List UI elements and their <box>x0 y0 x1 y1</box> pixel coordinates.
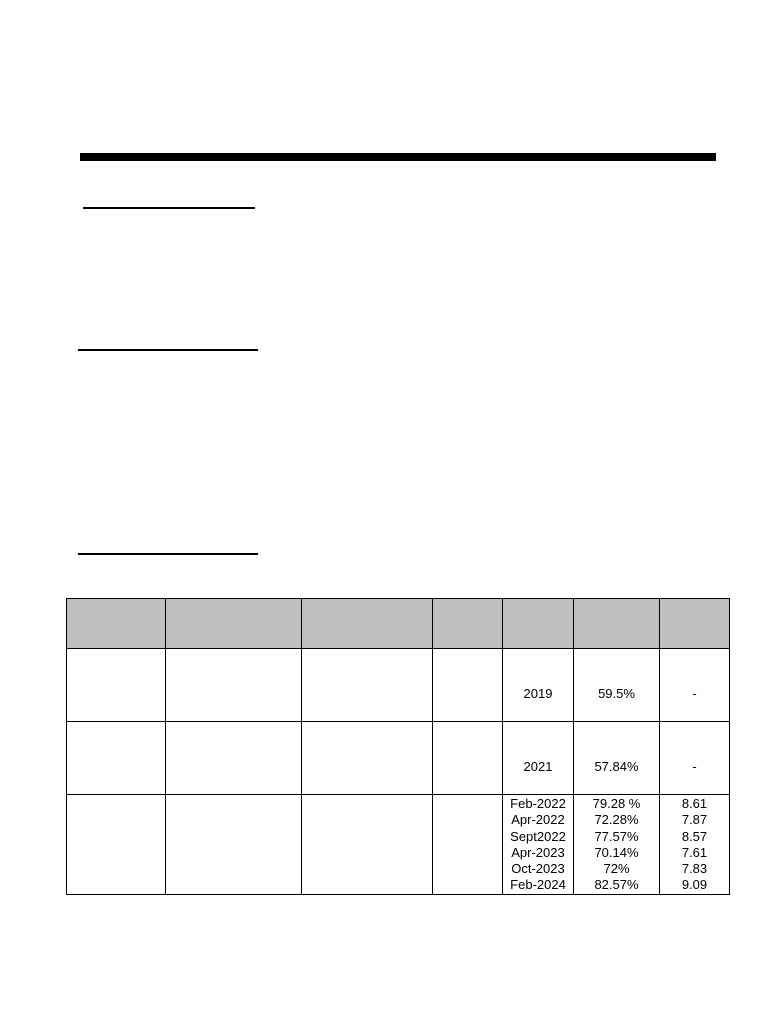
score-cell <box>660 722 730 795</box>
score-value: 7.87 <box>681 812 708 828</box>
row-cell <box>433 795 503 895</box>
row-cell <box>67 722 166 795</box>
row-cell <box>67 649 166 722</box>
header-cell-4 <box>433 599 503 649</box>
year-cell <box>503 722 574 795</box>
score-value: 7.83 <box>681 861 708 877</box>
percent-cell <box>574 722 660 795</box>
percent-value: 82.57% <box>594 877 639 893</box>
header-cell-1 <box>67 599 166 649</box>
score-value: - <box>692 759 697 774</box>
score-value: 7.61 <box>681 844 708 860</box>
header-cell-7 <box>660 599 730 649</box>
percent-value: 79.28 % <box>592 796 641 811</box>
year-value: Oct-2023 <box>511 861 565 877</box>
row-cell <box>302 795 433 895</box>
header-cell-5 <box>503 599 574 649</box>
percent-value: 72% <box>603 861 630 877</box>
year-list-cell <box>503 795 574 895</box>
percent-value: 72.28% <box>594 812 639 828</box>
row-cell <box>302 722 433 795</box>
table-row <box>67 649 730 722</box>
score-cell <box>660 649 730 722</box>
year-value: 2021 <box>523 759 553 774</box>
score-value: 9.09 <box>681 877 708 893</box>
header-cell-6 <box>574 599 660 649</box>
section-underline-1 <box>83 207 255 209</box>
row-cell <box>302 649 433 722</box>
year-value: Apr-2022 <box>511 812 565 828</box>
year-value: Sept2022 <box>510 828 566 844</box>
percent-list-cell <box>574 795 660 895</box>
percent-value: 70.14% <box>594 844 639 860</box>
percent-value: 77.57% <box>594 828 639 844</box>
score-value: - <box>692 686 697 701</box>
row-cell <box>166 649 302 722</box>
score-list-cell <box>660 795 730 895</box>
year-cell <box>503 649 574 722</box>
row-cell <box>166 795 302 895</box>
percent-value: 57.84% <box>594 759 639 774</box>
header-cell-3 <box>302 599 433 649</box>
header-cell-2 <box>166 599 302 649</box>
table-header-row <box>67 599 730 649</box>
year-value: 2019 <box>523 686 553 701</box>
results-table <box>66 598 730 895</box>
year-value: Feb-2022 <box>510 796 566 811</box>
score-value: 8.61 <box>681 796 708 811</box>
row-cell <box>166 722 302 795</box>
section-underline-2 <box>78 349 258 351</box>
percent-cell <box>574 649 660 722</box>
section-underline-3 <box>78 553 258 555</box>
row-cell <box>67 795 166 895</box>
year-value: Apr-2023 <box>511 844 565 860</box>
percent-value: 59.5% <box>598 686 635 701</box>
score-value: 8.57 <box>681 828 708 844</box>
year-value: Feb-2024 <box>510 877 566 893</box>
title-rule <box>80 153 716 161</box>
row-cell <box>433 649 503 722</box>
row-cell <box>433 722 503 795</box>
table-row <box>67 722 730 795</box>
table-row <box>67 795 730 895</box>
